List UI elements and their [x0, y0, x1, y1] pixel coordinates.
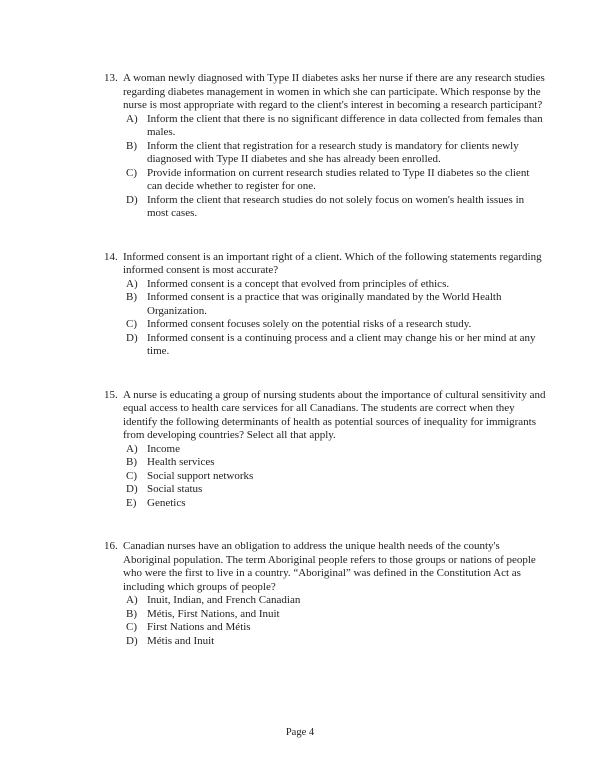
option-item — [126, 140, 550, 167]
option-text: Inform the client that registration for a research study is mandatory for clients newly diagnosed with Type II diabetes and she has already been enrolled. — [147, 139, 519, 165]
option-letter: A) — [126, 277, 138, 290]
option-letter: B) — [126, 607, 137, 620]
question-item — [104, 540, 550, 648]
option-text: Provide information on current research studies related to Type II diabetes so the client can decide whether to register for one. — [147, 166, 530, 192]
question-text: A woman newly diagnosed with Type II diabetes asks her nurse if there are any research studies regarding diabetes management in women in which she can participate. Which response by the nurse is most appropriate with regard to the client's interest in becoming a research participant? — [123, 72, 545, 111]
question-item — [104, 251, 550, 359]
question-text: Informed consent is an important right of a client. Which of the following statements regarding informed consent is most accurate? — [123, 250, 542, 276]
option-text: Genetics — [147, 496, 186, 509]
option-text: Informed consent is a practice that was originally mandated by the World Health Organization. — [147, 291, 502, 317]
option-text: First Nations and Métis — [147, 621, 251, 633]
option-text: Métis, First Nations, and Inuit — [147, 607, 280, 620]
question-number: 14. — [104, 250, 118, 263]
option-text: Social status — [147, 483, 203, 495]
option-letter: D) — [126, 331, 138, 344]
question-list — [104, 72, 550, 678]
question-body — [123, 540, 550, 648]
option-text: Informed consent is a concept that evolved from principles of ethics. — [147, 277, 450, 290]
option-letter: C) — [126, 469, 137, 482]
option-letter: B) — [126, 291, 137, 303]
option-letter: D) — [126, 483, 138, 495]
question-number: 13. — [104, 72, 118, 84]
option-text: Informed consent focuses solely on the potential risks of a research study. — [147, 318, 472, 330]
option-letter: C) — [126, 318, 137, 330]
question-item — [104, 72, 550, 221]
option-item — [126, 594, 550, 608]
option-text: Inform the client that research studies do not solely focus on women's health issues in most cases. — [147, 193, 525, 219]
option-text: Métis and Inuit — [147, 634, 215, 647]
option-item — [126, 167, 550, 194]
option-text: Social support networks — [147, 469, 254, 482]
question-text: A nurse is educating a group of nursing students about the importance of cultural sensitivity and equal access to health care services for all Canadians. The students are correct when they identify the following determinants of health as potential sources of inequality for immigrants from developing countries? Select all that apply. — [123, 388, 546, 441]
option-item — [126, 456, 550, 470]
question-item — [104, 389, 550, 511]
option-letter: B) — [126, 139, 137, 152]
option-item — [126, 194, 550, 221]
option-text: Inuit, Indian, and French Canadian — [147, 594, 301, 606]
option-letter: A) — [126, 594, 138, 606]
question-text: Canadian nurses have an obligation to address the unique health needs of the county's Aboriginal population. The term Aboriginal people refers to those groups or nations of people who were the first to live in a country. “Aboriginal” was defined in the Constitution Act as including which groups of people? — [123, 540, 536, 593]
option-letter: C) — [126, 166, 137, 179]
question-number: 15. — [104, 388, 118, 401]
option-list — [126, 113, 550, 221]
option-item — [126, 443, 550, 457]
option-letter: D) — [126, 193, 138, 206]
option-letter: C) — [126, 621, 137, 633]
option-list — [126, 443, 550, 511]
question-number: 16. — [104, 540, 118, 552]
option-item — [126, 483, 550, 497]
option-item — [126, 497, 550, 511]
option-text: Income — [147, 442, 180, 455]
option-item — [126, 470, 550, 484]
question-body — [123, 251, 550, 359]
option-letter: A) — [126, 442, 138, 455]
page-footer: Page 4 — [285, 727, 315, 738]
option-list — [126, 594, 550, 648]
option-item — [126, 332, 550, 359]
option-item — [126, 635, 550, 649]
question-body — [123, 389, 550, 511]
option-text: Health services — [147, 456, 215, 468]
option-item — [126, 608, 550, 622]
option-text: Informed consent is a continuing process and a client may change his or her mind at any time. — [147, 331, 536, 357]
option-item — [126, 278, 550, 292]
option-item — [126, 113, 550, 140]
option-item — [126, 621, 550, 635]
option-letter: B) — [126, 456, 137, 468]
option-item — [126, 291, 550, 318]
option-letter: A) — [126, 112, 138, 125]
option-letter: E) — [126, 496, 137, 509]
option-letter: D) — [126, 634, 138, 647]
option-text: Inform the client that there is no significant difference in data collected from females than males. — [147, 112, 543, 138]
question-body — [123, 72, 550, 221]
option-item — [126, 318, 550, 332]
option-list — [126, 278, 550, 359]
